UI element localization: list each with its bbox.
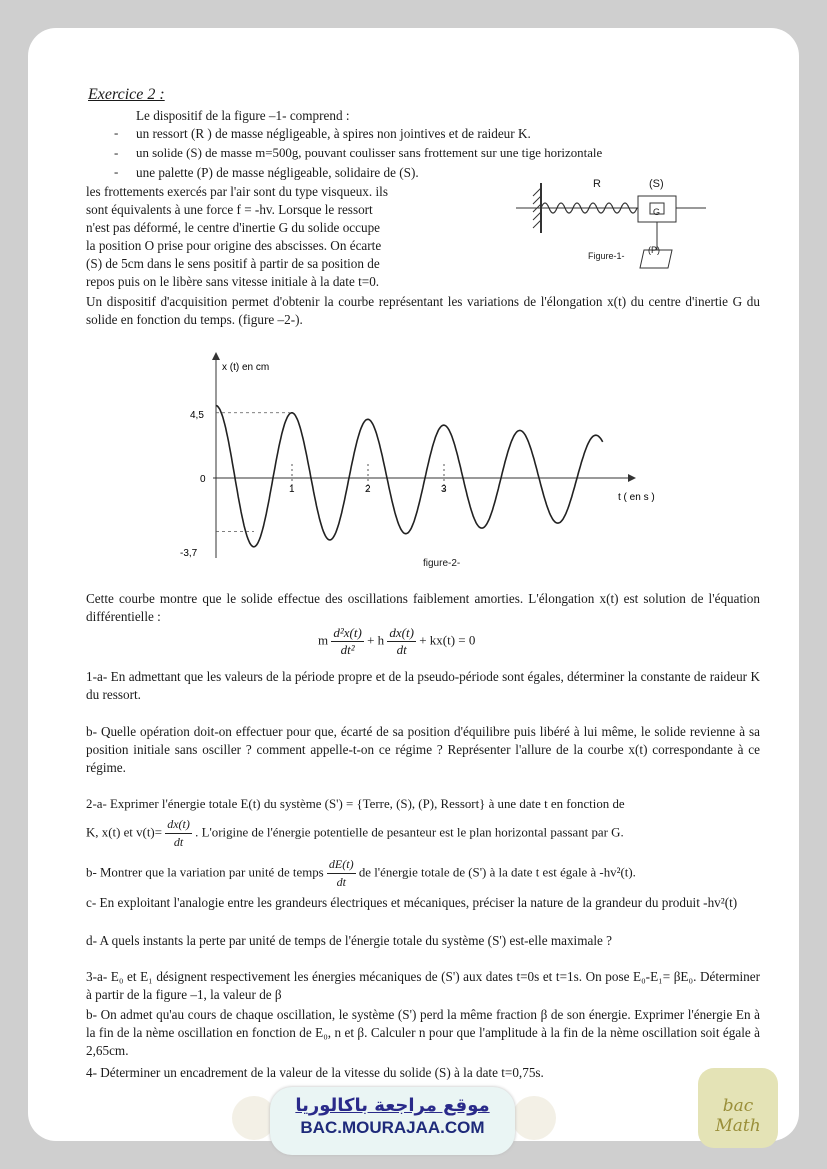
differential-equation: [318, 625, 475, 658]
x-tick-label: 2: [365, 484, 371, 495]
text-line: sont équivalents à une force f = -hv. Lorsque le ressort: [86, 202, 373, 217]
text-line: repos puis on le libère sans vitesse initiale à la date t=0.: [86, 274, 380, 289]
text-line: n'est pas déformé, le centre d'inertie G du solide occupe: [86, 220, 381, 235]
acquisition-paragraph: Un dispositif d'acquisition permet d'obtenir la courbe représentant les variations de l'élongation x(t) du centre d'inertie G du solide en fonction du temps. (figure –2-).: [86, 294, 760, 327]
question-2b: b- Montrer que la variation par unité de temps $\frac{dE(t)}{dt}$ de l'énergie totale de (S') à la date t est égale à -hv²(t).: [86, 857, 636, 889]
label-S: (S): [649, 178, 664, 190]
eq-d2x: d²x(t): [333, 625, 362, 640]
list-item: un solide (S) de masse m=500g, pouvant coulisser sans frottement sur une tige horizontale: [136, 146, 603, 160]
eq-rest: + kx(t) = 0: [419, 632, 476, 648]
intro-text: Le dispositif de la figure –1- comprend :: [136, 108, 350, 123]
y-tick-label: 0: [200, 474, 206, 485]
question-4: 4- Déterminer un encadrement de la valeur de la vitesse du solide (S) à la date t=0,75s.: [86, 1065, 544, 1080]
question-2a-line1: 2-a- Exprimer l'énergie totale E(t) du système (S') = {Terre, (S), (P), Ressort} à une date t en fonction de: [86, 797, 625, 811]
question-3a: 3-a- E₀ et E₁ désignent respectivement les énergies mécaniques de (S') aux dates t=0s et t=1s. On pose E₀-E₁= βE₀. Déterminer à partir de la figure –1, la valeur de β: [86, 969, 760, 1002]
x-axis-label: t ( en s ): [618, 492, 655, 503]
y-tick-label: -3,7: [180, 548, 198, 559]
list-item: un ressort (R ) de masse négligeable, à spires non jointives et de raideur K.: [136, 126, 531, 141]
bac-math-badge: bac Math: [698, 1068, 778, 1148]
y-tick-label: 4,5: [190, 410, 204, 421]
eq-dt2: dt²: [340, 642, 355, 657]
figure-1-caption: Figure-1-: [588, 251, 625, 261]
bullet: -: [114, 145, 119, 160]
figure-2-chart: [178, 348, 655, 568]
text-line: la position O prise pour origine des abscisses. On écarte: [86, 238, 382, 253]
series-line: [216, 406, 603, 547]
question-1a: 1-a- En admettant que les valeurs de la période propre et de la pseudo-période sont égales, déterminer la constante de raideur K du ressort.: [86, 669, 760, 702]
differential-equation-intro: Cette courbe montre que le solide effectue des oscillations faiblement amorties. L'élongation x(t) est solution de l'équation différentielle :: [86, 591, 760, 624]
label-G: G: [653, 207, 661, 217]
bullet: -: [114, 125, 119, 140]
y-axis-label: x (t) en cm: [222, 362, 270, 373]
x-tick-label: 1: [289, 484, 295, 495]
text-line: (S) de 5cm dans le sens positif à partir de sa position de: [86, 256, 380, 271]
site-banner[interactable]: [270, 1087, 515, 1155]
x-axis-arrow: [628, 474, 636, 482]
question-2c: c- En exploitant l'analogie entre les grandeurs électriques et mécaniques, préciser la nature de la grandeur du produit -hv²(t): [86, 895, 738, 910]
document-page: [28, 28, 799, 1141]
x-tick-label: 3: [441, 484, 447, 495]
exercise-title: Exercice 2 :: [88, 86, 165, 103]
eq-m: m: [318, 632, 329, 648]
label-P: (P): [648, 245, 660, 255]
question-1b: b- Quelle opération doit-on effectuer pour que, écarté de sa position d'équilibre puis libéré à lui même, le solide revienne à sa position initiale sans osciller ? comment appelle-t-on ce régime ? Représenter l'allure de la courbe x(t) correspondante à ce régime.: [86, 724, 760, 775]
list-item: une palette (P) de masse négligeable, solidaire de (S).: [136, 165, 419, 180]
logo-right: [512, 1096, 556, 1140]
bullet: -: [114, 164, 119, 179]
label-R: R: [593, 178, 601, 190]
question-2a-line2: K, x(t) et v(t)= $\frac{dx(t)}{dt}$ . L'origine de l'énergie potentielle de pesanteur est le plan horizontal passant par G.: [86, 817, 624, 849]
site-name-arabic: موقع مراجعة باكالوريا: [295, 1095, 490, 1116]
question-2d: d- A quels instants la perte par unité de temps de l'énergie totale du système (S') est-elle maximale ?: [86, 933, 612, 948]
text-line: les frottements exercés par l'air sont du type visqueux. ils: [86, 184, 388, 199]
eq-dt: dt: [396, 642, 407, 657]
eq-h: + h: [367, 632, 385, 648]
eq-dx: dx(t): [389, 625, 414, 640]
y-axis-arrow: [212, 352, 220, 360]
figure-2-caption: figure-2-: [423, 558, 461, 569]
question-3b: b- On admet qu'au cours de chaque oscillation, le système (S') perd la même fraction β de son énergie. Exprimer l'énergie En à la fin de la nème oscillation en fonction de E₀, n et β. Calculer n pour que l'amplitude à la fin de la nème oscillation soit égale à 2,65cm.: [86, 1007, 760, 1058]
site-url[interactable]: BAC.MOURAJAA.COM: [300, 1118, 485, 1137]
